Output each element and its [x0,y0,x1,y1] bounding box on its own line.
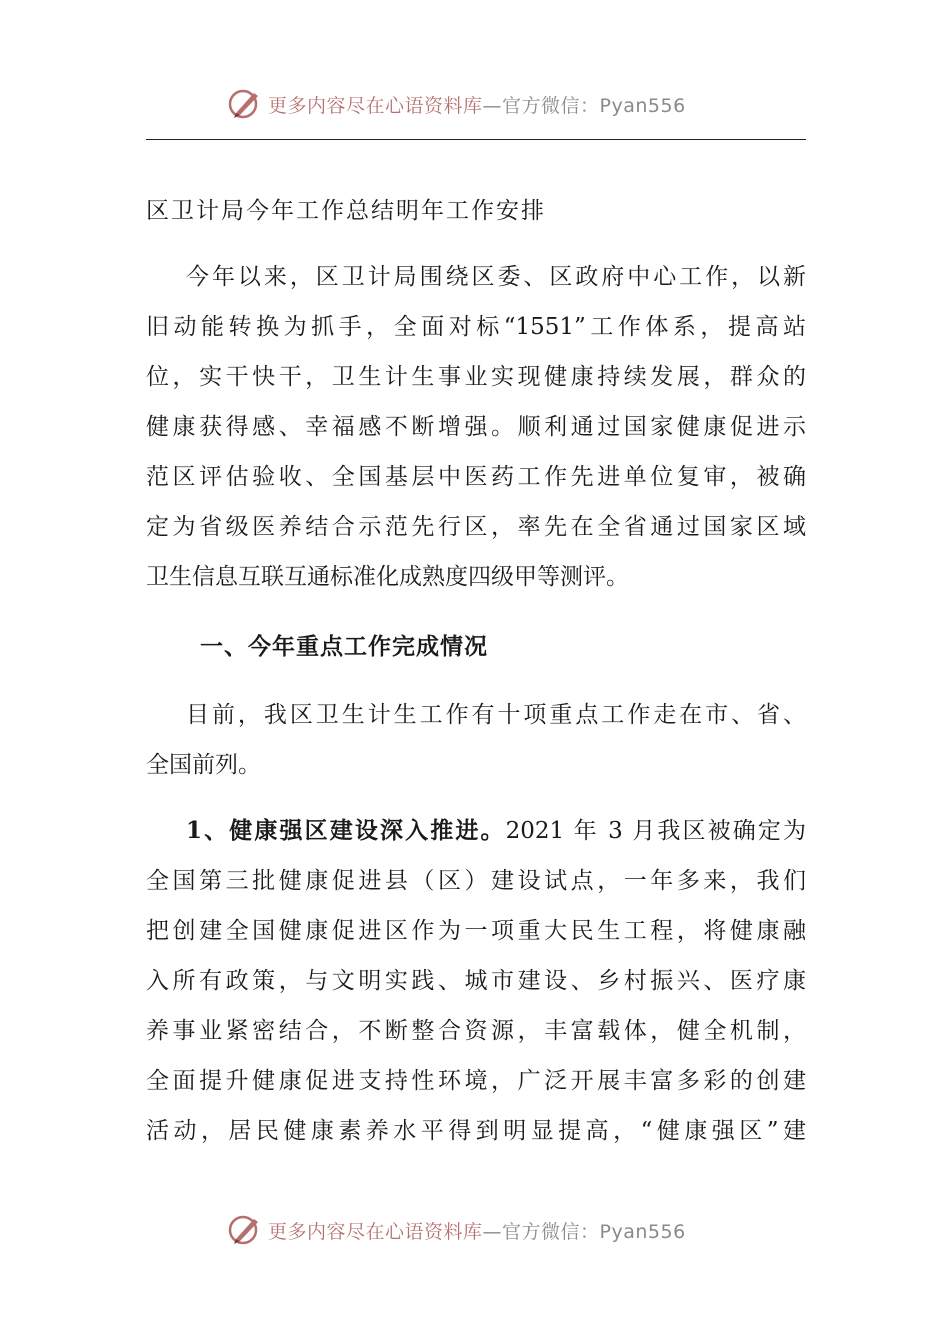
header-divider [146,139,806,140]
item1-paragraph [146,806,806,1156]
text-line: 目前，我区卫生计生工作有十项重点工作走在市、省、 [186,702,806,728]
item1-first-line: 2021 年 3 月我区被确定为 [505,818,806,844]
banner-text: 更多内容尽在心语资料库—官方微信：Pyan556 [268,1220,686,1243]
text-line: 养事业紧密结合，不断整合资源，丰富载体，健全机制， [146,1018,806,1044]
text-line: 范区评估验收、全国基层中医药工作先进单位复审，被确 [146,464,806,490]
text-line: 健康获得感、幸福感不断增强。顺利通过国家健康促进示 [146,414,806,440]
text-line: 位，实干快干，卫生计生事业实现健康持续发展，群众的 [146,364,806,390]
text-line: 全国前列。 [146,752,261,778]
pen-circle-icon [228,87,262,121]
intro-paragraph [146,252,806,602]
text-line: 定为省级医养结合示范先行区，率先在全省通过国家区域 [146,514,806,540]
text-line: 全面提升健康促进支持性环境，广泛开展丰富多彩的创建 [146,1068,806,1094]
item1-lead: 1、健康强区建设深入推进。 [186,817,506,844]
page-title: 区卫计局今年工作总结明年工作安排 [146,198,546,224]
pen-circle-icon [228,1213,262,1247]
text-line: 旧动能转换为抓手，全面对标“1551”工作体系，提高站 [146,314,806,340]
text-line: 入所有政策，与文明实践、城市建设、乡村振兴、医疗康 [146,968,806,994]
text-line: 活动，居民健康素养水平得到明显提高，“健康强区”建 [146,1118,806,1144]
banner-text: 更多内容尽在心语资料库—官方微信：Pyan556 [268,94,686,117]
text-line: 卫生信息互联互通标准化成熟度四级甲等测评。 [146,564,629,590]
text-line: 全国第三批健康促进县（区）建设试点，一年多来，我们 [146,868,806,894]
text-line: 把创建全国健康促进区作为一项重大民生工程，将健康融 [146,918,806,944]
footer-banner [228,1208,686,1252]
text-line [146,806,806,856]
section-heading: 一、今年重点工作完成情况 [200,633,488,660]
text-line: 今年以来，区卫计局围绕区委、区政府中心工作，以新 [186,264,806,290]
summary-paragraph [146,690,806,790]
header-banner [228,82,686,126]
